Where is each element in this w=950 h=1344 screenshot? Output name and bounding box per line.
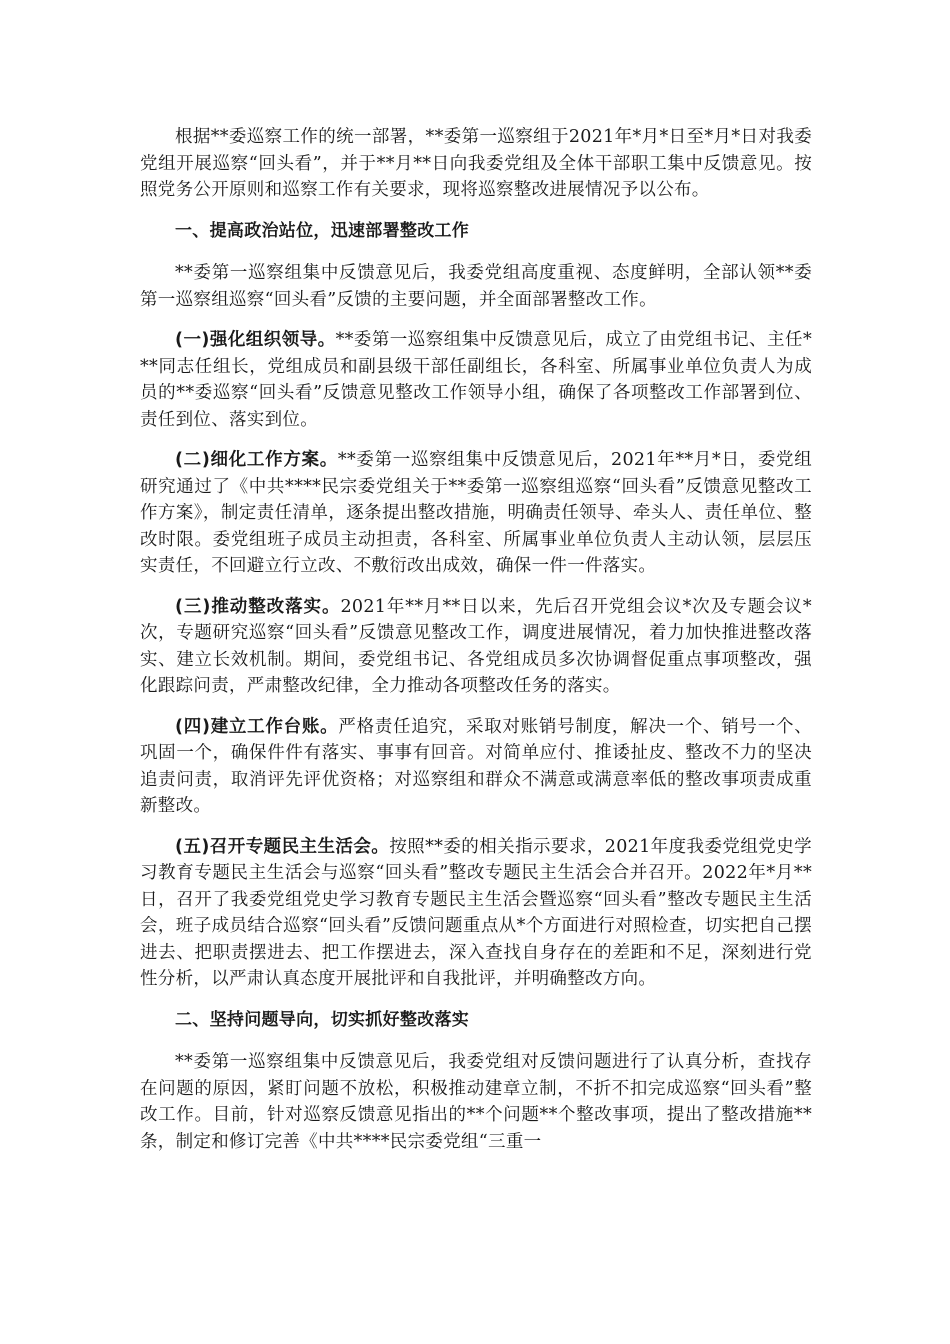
section-2-heading-text: 二、坚持问题导向，切实抓好整改落实 xyxy=(175,1009,470,1030)
item-5-text: 按照**委的相关指示要求，2021年度我委党组党史学习教育专题民主生活会与巡察“回头看”整改专题民主生活会合并召开。2022年*月**日，召开了我委党组党史学习教育专题民主生活会暨巡察“回头看”整改专题民主生活会，班子成员结合巡察“回头看”反馈问题重点从*个方面进行对照检查，切实把自己摆进去、把职责摆进去、把工作摆进去，深入查找自身存在的差距和不足，深刻进行党性分析，以严肃认真态度开展批评和自我批评，并明确整改方向。 xyxy=(140,836,812,989)
section-1-item-4 xyxy=(140,714,812,820)
section-2-body: **委第一巡察组集中反馈意见后，我委党组对反馈问题进行了认真分析，查找存在问题的原因，紧盯问题不放松，积极推动建章立制，不折不扣完成巡察“回头看”整改工作。目前，针对巡察反馈意见指出的**个问题**个整改事项，提出了整改措施**条，制定和修订完善《中共****民宗委党组“三重一 xyxy=(140,1052,812,1152)
item-1-lead: (一)强化组织领导。 xyxy=(175,330,336,350)
section-1-item-1 xyxy=(140,327,812,433)
item-4-text: 严格责任追究，采取对账销号制度，解决一个、销号一个、巩固一个，确保件件有落实、事事有回音。对简单应付、推诿扯皮、整改不力的坚决追责问责，取消评先评优资格；对巡察组和群众不满意或满意率低的整改事项责成重新整改。 xyxy=(140,716,812,816)
section-1-body: **委第一巡察组集中反馈意见后，我委党组高度重视、态度鲜明，全部认领**委第一巡察组巡察“回头看”反馈的主要问题，并全面部署整改工作。 xyxy=(140,263,812,310)
section-1-item-5 xyxy=(140,834,812,993)
item-3-lead: (三)推动整改落实。 xyxy=(175,596,341,617)
section-1-item-3 xyxy=(140,594,812,700)
item-2-lead: (二)细化工作方案。 xyxy=(175,450,338,470)
item-1-text: **委第一巡察组集中反馈意见后，成立了由党组书记、主任***同志任组长，党组成员和副县级干部任副组长，各科室、所属事业单位负责人为成员的**委巡察“回头看”反馈意见整改工作领导小组，确保了各项整改工作部署到位、责任到位、落实到位。 xyxy=(140,330,812,430)
section-2-heading xyxy=(140,1007,812,1034)
item-4-lead: (四)建立工作台账。 xyxy=(175,716,339,737)
section-1-heading xyxy=(140,218,812,245)
document-page xyxy=(140,124,812,1169)
intro-paragraph: 根据**委巡察工作的统一部署，**委第一巡察组于2021年*月*日至*月*日对我委党组开展巡察“回头看”，并于**月**日向我委党组及全体干部职工集中反馈意见。按照党务公开原则和巡察工作有关要求，现将巡察整改进展情况予以公布。 xyxy=(140,127,812,200)
item-5-lead: (五)召开专题民主生活会。 xyxy=(175,836,390,857)
section-1-item-2 xyxy=(140,447,812,580)
item-3-text: 2021年**月**日以来，先后召开党组会议*次及专题会议*次，专题研究巡察“回头看”反馈意见整改工作，调度进展情况，着力加快推进整改落实、建立长效机制。期间，委党组书记、各党组成员多次协调督促重点事项整改，强化跟踪问责，严肃整改纪律，全力推动各项整改任务的落实。 xyxy=(140,596,812,696)
section-1-heading-text: 一、提高政治站位，迅速部署整改工作 xyxy=(175,220,470,241)
item-2-text: **委第一巡察组集中反馈意见后，2021年**月*日，委党组研究通过了《中共****民宗委党组关于**委第一巡察组巡察“回头看”反馈意见整改工作方案》，制定责任清单，逐条提出整改措施，明确责任领导、牵头人、责任单位、整改时限。委党组班子成员主动担责，各科室、所属事业单位负责人主动认领，层层压实责任，不回避立行立改、不敷衍改出成效，确保一件一件落实。 xyxy=(140,450,812,576)
